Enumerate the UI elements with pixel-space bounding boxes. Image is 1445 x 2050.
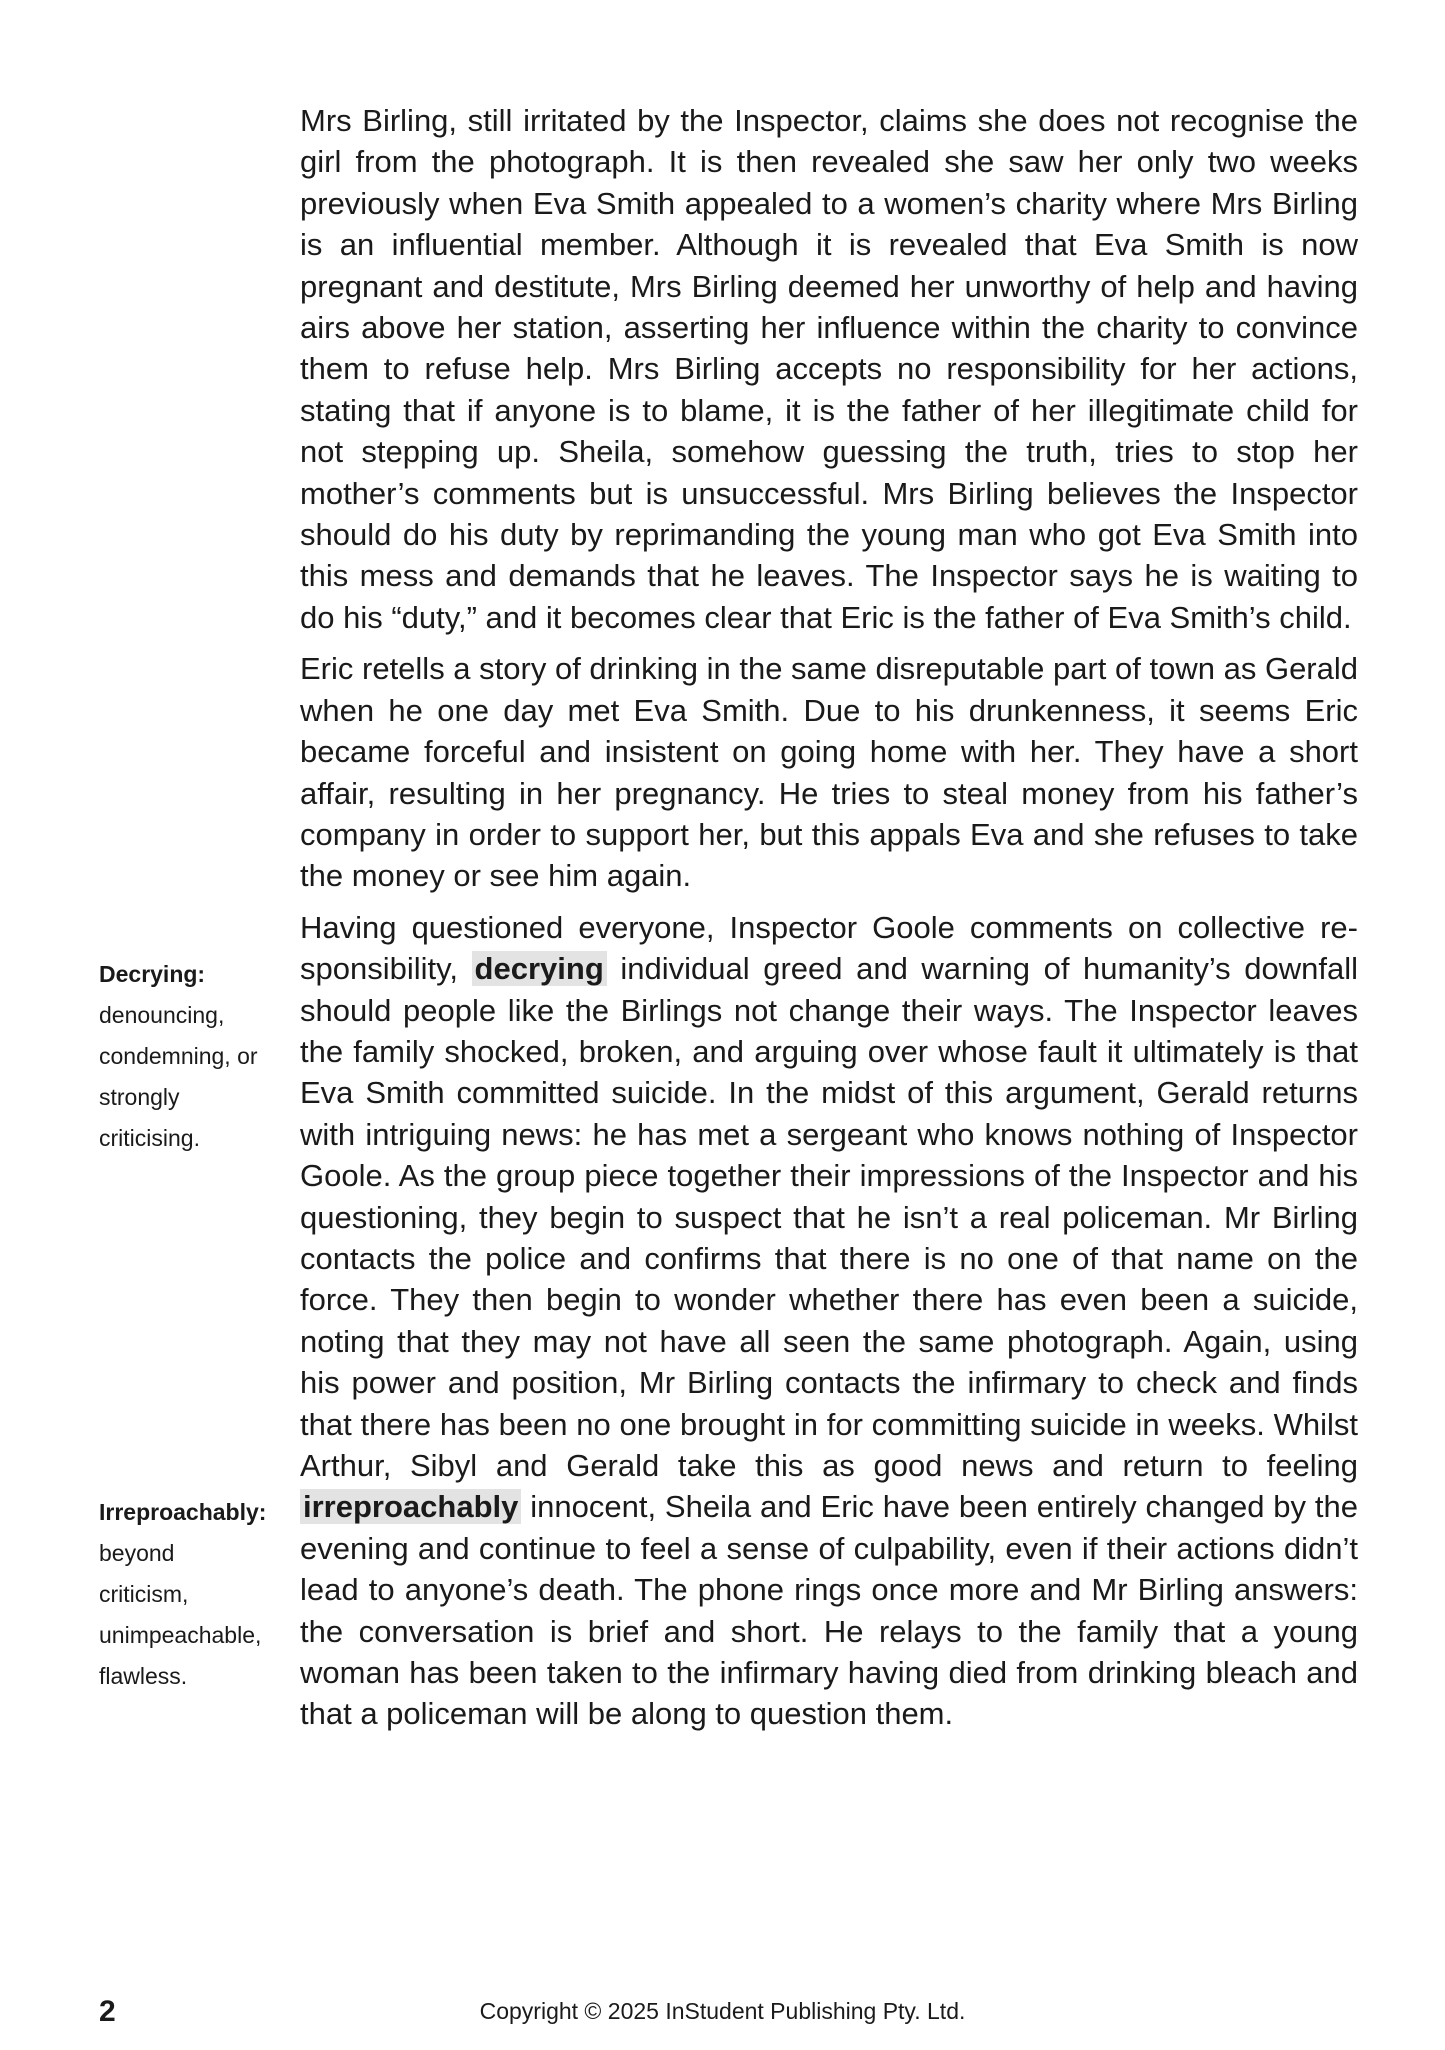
glossary-term: Irreproachably: [99,1499,267,1525]
glossary-term: Decrying: [99,961,206,987]
paragraph-mrs-birling: Mrs Birling, still irritated by the Inspector, claims she does not recognise the girl from the photograph. It is then revealed she saw her only two weeks previously when Eva Smith appealed to a women’s charity where Mrs Birling is an influential member. Although it is revealed that Eva Smith is now pregnant and destitute, Mrs Birling deemed her unworthy of help and having airs above her station, asserting her influence within the charity to convince them to refuse help. Mrs Birling accepts no responsibility for her actions, stating that if anyone is to blame, it is the father of her illegitimate child for not stepping up. Sheila, somehow guessing the truth, tries to stop her mother’s comments but is unsuccessful. Mrs Birling believes the Inspector should do his duty by reprimanding the young man who got Eva Smith into this mess and demands that he leaves. The Inspector says he is waiting to do his “duty,” and it becomes clear that Eric is the father of Eva Smith’s child. [300,103,1358,635]
copyright-notice: Copyright © 2025 InStudent Publishing Pty. Ltd. [479,1998,966,2024]
glossary-definition-line: condemning, or [99,1043,258,1069]
glossary-definition-line: criticising. [99,1125,200,1151]
glossary-definition-line: unimpeachable, [99,1622,262,1648]
paragraph-eric: Eric retells a story of drinking in the same disreputable part of town as Gerald when he one day met Eva Smith. Due to his drunkenness, it seems Eric became forceful and insistent on going home with her. They have a short affair, resulting in her pregnancy. He tries to steal money from his father’s company in order to support her, but this appals Eva and she refuses to take the money or see him again. [300,651,1358,894]
main-text-column [300,100,1358,1745]
paragraph-inspector-leaves [300,907,1358,1735]
paragraph-text-segment: Having questioned everyone, Inspector Goole comments on collective responsibility, [300,909,1358,987]
paragraph-text-segment: individual greed and warning of humanity’s downfall should people like the Birlings not change their ways. The Inspector leaves the family shocked, broken, and arguing over whose fault it ultimately is that Eva Smith committed suicide. In the midst of this argument, Gerald returns with intriguing news: he has met a sergeant who knows nothing of Inspector Goole. As the group piece together their impressions of the Inspector and his questioning, they begin to suspect that he isn’t a real policeman. Mr Birling contacts the police and confirms that there is no one of that name on the force. They then begin to wonder whether there has even been a suicide, noting that they may not have all seen the same photograph. Again, using his power and position, Mr Birling contacts the infirmary to check and finds that there has been no one brought in for committing suicide in weeks. Whilst Arthur, Sibyl and Gerald take this as good news and return to feeling [300,951,1358,1483]
glossary-definition-line: criticism, [99,1581,189,1607]
glossary-definition-line: flawless. [99,1663,188,1689]
glossary-definition-line: strongly [99,1084,180,1110]
page-number: 2 [99,1995,116,2028]
highlighted-term-irreproachably: irreproachably [300,1489,521,1524]
glossary-definition-line: beyond [99,1540,175,1566]
highlighted-term-decrying: decrying [472,951,607,986]
glossary-entry-decrying [99,954,299,1159]
glossary-definition-line: denouncing, [99,1002,225,1028]
paragraph-text-segment: innocent, Sheila and Eric have been entirely changed by the evening and continue to feel a sense of culpability, even if their actions didn’t lead to anyone’s death. The phone rings once more and Mr Birling answers: the conversation is brief and short. He relays to the family that a young woman has been taken to the infirmary having died from drinking bleach and that a policeman will be along to question them. [300,1489,1358,1732]
glossary-entry-irreproachably [99,1492,299,1697]
